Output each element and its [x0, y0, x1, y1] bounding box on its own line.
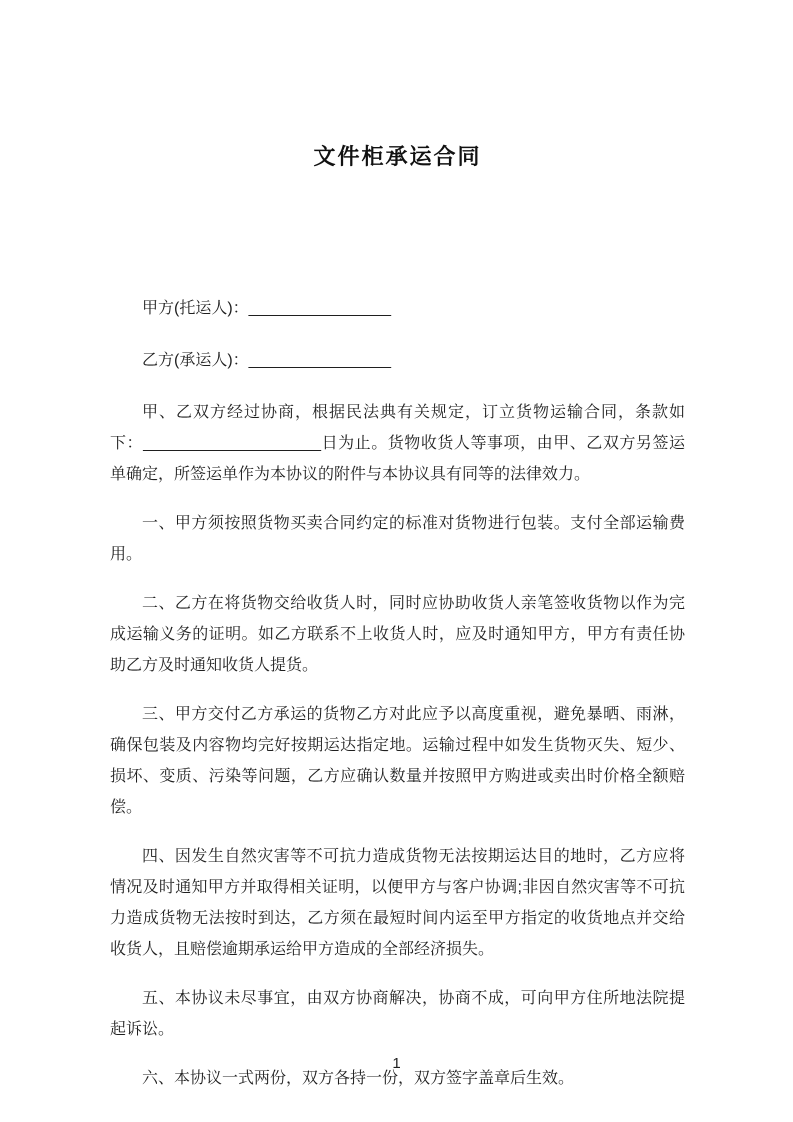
paragraph-intro: 甲、乙双方经过协商，根据民法典有关规定，订立货物运输合同，条款如下：____________________日为止。货物收货人等事项，由甲、乙双方另签运单确定，所签运单作为本协议的附件与本协议具有同等的法律效力。	[110, 404, 685, 483]
clause-4: 四、因发生自然灾害等不可抗力造成货物无法按期运达目的地时，乙方应将情况及时通知甲方并取得相关证明，以便甲方与客户协调;非因自然灾害等不可抗力造成货物无法按时到达，乙方须在最短时间内运至甲方指定的收货地点并交给收货人，且赔偿逾期承运给甲方造成的全部经济损失。	[110, 848, 685, 958]
clause-6: 六、本协议一式两份，双方各持一份，双方签字盖章后生效。	[142, 1070, 575, 1087]
party-a-line: 甲方(托运人)：________________	[142, 300, 392, 317]
clause-5: 五、本协议未尽事宜，由双方协商解决，协商不成，可向甲方住所地法院提起诉讼。	[110, 990, 685, 1038]
clause-1: 一、甲方须按照货物买卖合同约定的标准对货物进行包装。支付全部运输费用。	[110, 515, 685, 563]
party-b-line: 乙方(承运人)：________________	[142, 352, 392, 369]
clause-3: 三、甲方交付乙方承运的货物乙方对此应予以高度重视，避免暴晒、雨淋，确保包装及内容物均完好按期运达指定地。运输过程中如发生货物灭失、短少、损坏、变质、污染等问题，乙方应确认数量并按照甲方购进或卖出时价格全额赔偿。	[110, 706, 685, 816]
page-number: 1	[392, 1055, 401, 1072]
clause-2: 二、乙方在将货物交给收货人时，同时应协助收货人亲笔签收货物以作为完成运输义务的证明。如乙方联系不上收货人时，应及时通知甲方，甲方有责任协助乙方及时通知收货人提货。	[110, 595, 685, 674]
document-title: 文件柜承运合同	[313, 144, 482, 169]
